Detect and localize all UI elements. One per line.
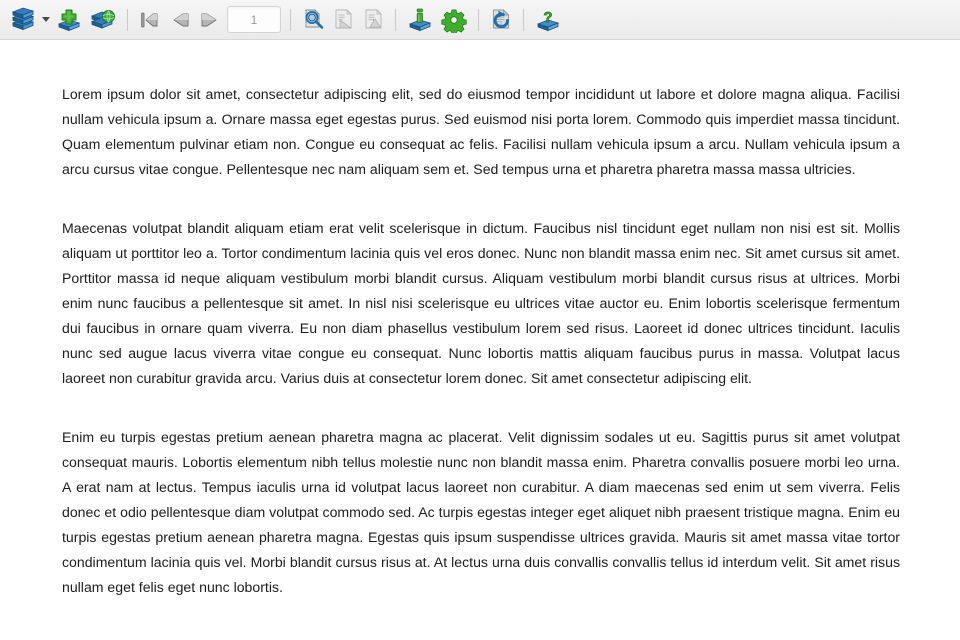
page-number-field[interactable]	[227, 6, 281, 33]
document-paragraph: Maecenas volutpat blandit aliquam etiam erat velit scelerisque in dictum. Faucibus nisl tincidunt eget nullam non nisi est sit. Mollis aliquam ut porttitor leo a. Tortor condimentum lacinia quis vel eros donec. Nunc non blandit massa enim nec. Sit amet cursus sit amet. Porttitor massa id neque aliquam vestibulum morbi blandit cursus. Aliquam vestibulum morbi blandit cursus risus at ultrices. Morbi enim nunc faucibus a pellentesque sit amet. In nisl nisi scelerisque eu ultrices vitae auctor eu. Enim lobortis scelerisque fermentum dui faucibus in ornare quam viverra. Eu non diam phasellus vestibulum lorem sed risus. Laoreet id donec ultrices tincidunt. Iaculis nunc sed augue lacus viverra vitae congue eu consequat. Nunc lobortis mattis aliquam faucibus purus in massa. Volutpat lacus laoreet non curabitur gravida arcu. Varius duis at consectetur lorem donec. Sit amet consectetur adipiscing elit.	[62, 220, 900, 386]
svg-text:?: ?	[543, 8, 553, 26]
previous-page-button[interactable]	[165, 5, 195, 35]
page-number-input[interactable]	[228, 13, 280, 27]
reload-button[interactable]	[486, 5, 516, 35]
document-paragraph: Lorem ipsum dolor sit amet, consectetur adipiscing elit, sed do eiusmod tempor incididunt ut labore et dolore magna aliqua. Facilisi nullam vehicula ipsum a. Ornare massa eget egestas purus. Sed euismod nisi porta lorem. Commodo quis imperdiet massa tincidunt. Quam elementum pulvinar etiam non. Congue eu consequat ac felis. Facilisi nullam vehicula ipsum a arcu. Nullam vehicula ipsum a arcu cursus vitae congue. Pellentesque nec nam aliquam sem et. Sed tempus urna et pharetra pharetra massa massa ultricies.	[62, 86, 900, 177]
paste-page-button[interactable]	[358, 5, 388, 35]
document-page	[0, 40, 960, 600]
document-paragraph: Enim eu turpis egestas pretium aenean pharetra magna ac placerat. Velit dignissim sodales ut eu. Sagittis purus sit amet volutpat consequat mauris. Lobortis elementum nibh tellus molestie nunc non blandit massa enim. Pharetra convallis posuere morbi leo urna. A erat nam at lectus. Tempus iaculis urna id volutpat lacus laoreet non curabitur. A diam maecenas sed enim ut sem viverra. Felis donec et odio pellentesque diam volutpat commodo sed. Ac turpis egestas integer eget aliquet nibh praesent tristique magna. Enim eu turpis egestas pretium aenean pharetra magna. Egestas quis ipsum suspendisse ultrices gravida. Mauris sit amet massa vitae tortor condimentum lacinia quis vel. Morbi blandit cursus risus at. At lectus urna duis convallis convallis tellus id interdum velit. Sit amet risus nullam eget felis eget nunc lobortis.	[62, 429, 900, 595]
toolbar-separator	[478, 9, 479, 31]
toolbar-separator	[127, 9, 128, 31]
main-toolbar	[0, 0, 960, 40]
add-books-button[interactable]	[52, 5, 86, 35]
find-button[interactable]	[298, 5, 328, 35]
next-page-button[interactable]	[195, 5, 225, 35]
copy-page-button[interactable]	[328, 5, 358, 35]
chevron-down-icon	[42, 17, 50, 22]
toolbar-separator	[290, 9, 291, 31]
page-paste-icon	[361, 7, 386, 32]
reload-arrow-icon	[489, 7, 514, 32]
info-button[interactable]	[403, 5, 437, 35]
books-globe-icon	[90, 7, 116, 33]
info-book-icon	[407, 7, 433, 33]
previous-arrow-icon	[168, 8, 192, 32]
books-add-icon	[56, 7, 82, 33]
fetch-news-button[interactable]	[86, 5, 120, 35]
first-page-button[interactable]	[135, 5, 165, 35]
gear-icon	[441, 7, 467, 33]
books-stack-icon	[10, 7, 36, 33]
magnifier-page-icon	[301, 7, 326, 32]
toolbar-separator	[523, 9, 524, 31]
library-dropdown[interactable]	[40, 7, 52, 33]
first-page-arrow-icon	[138, 8, 162, 32]
help-button[interactable]	[531, 5, 565, 35]
toolbar-separator	[395, 9, 396, 31]
preferences-button[interactable]	[437, 5, 471, 35]
help-book-icon	[535, 7, 561, 33]
library-button[interactable]	[6, 5, 40, 35]
page-copy-icon	[331, 7, 356, 32]
next-arrow-icon	[198, 8, 222, 32]
